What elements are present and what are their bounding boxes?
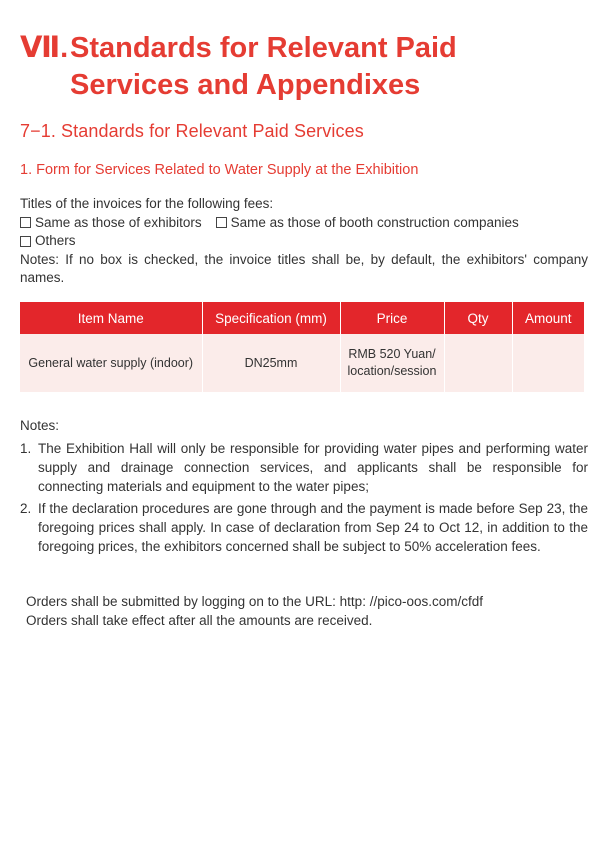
list-item <box>20 439 588 496</box>
note-number: 1. <box>20 441 32 456</box>
table-row <box>20 334 584 392</box>
section-heading <box>20 30 580 104</box>
form-title: 1. Form for Services Related to Water Supply at the Exhibition <box>20 162 419 178</box>
cell-item-name: General water supply (indoor) <box>20 334 202 392</box>
table-header-row <box>20 302 584 334</box>
note-text: If the declaration procedures are gone through and the payment is made before Sep 23, the foregoing prices shall apply. In case of declaration from Sep 24 to Oct 12, in addition to the foregoing prices, the exhibitors concerned shall be subject to 50% acceleration fees. <box>38 501 588 554</box>
option-others[interactable] <box>20 232 76 251</box>
option-label: Same as those of booth construction companies <box>230 214 519 230</box>
notes-heading: Notes: <box>20 418 60 433</box>
notes-list <box>20 439 588 556</box>
fees-table <box>20 302 584 392</box>
section-number: Ⅶ. <box>20 32 69 64</box>
invoice-options-row <box>20 232 588 251</box>
invoice-options-row <box>20 214 588 233</box>
header-price: Price <box>340 302 444 334</box>
header-specification: Specification (mm) <box>202 302 340 334</box>
checkbox-icon[interactable] <box>20 236 31 247</box>
header-item-name: Item Name <box>20 302 202 334</box>
option-label: Same as those of exhibitors <box>35 214 202 230</box>
header-qty: Qty <box>444 302 512 334</box>
note-number: 2. <box>20 501 32 516</box>
checkbox-icon[interactable] <box>20 217 31 228</box>
checkbox-icon[interactable] <box>216 217 227 228</box>
cell-price: RMB 520 Yuan/ location/session <box>340 334 444 392</box>
orders-url-line: Orders shall be submitted by logging on to the URL: http: //pico-oos.com/cfdf <box>26 594 483 609</box>
option-same-as-booth-construction[interactable] <box>216 214 519 233</box>
note-text: The Exhibition Hall will only be responsible for providing water pipes and performing water supply and drainage connection services, and applicants shall be responsible for connecting materials and equipment to the water pipes; <box>38 441 588 494</box>
invoice-note: Notes: If no box is checked, the invoice titles shall be, by default, the exhibitors' company names. <box>20 251 588 285</box>
section-title-line1: Standards for Relevant Paid <box>70 32 457 64</box>
option-same-as-exhibitors[interactable] <box>20 214 202 233</box>
orders-effect-line: Orders shall take effect after all the amounts are received. <box>26 613 373 628</box>
invoice-intro: Titles of the invoices for the following fees: <box>20 196 274 211</box>
section-title-line2: Services and Appendixes <box>70 69 421 101</box>
subsection-heading: 7−1. Standards for Relevant Paid Services <box>20 121 364 141</box>
list-item <box>20 499 588 556</box>
notes-section <box>20 416 588 559</box>
cell-amount[interactable] <box>512 334 584 392</box>
option-label: Others <box>35 233 76 248</box>
cell-qty[interactable] <box>444 334 512 392</box>
invoice-section <box>20 195 588 288</box>
header-amount: Amount <box>512 302 584 334</box>
cell-specification: DN25mm <box>202 334 340 392</box>
orders-section <box>26 592 586 630</box>
